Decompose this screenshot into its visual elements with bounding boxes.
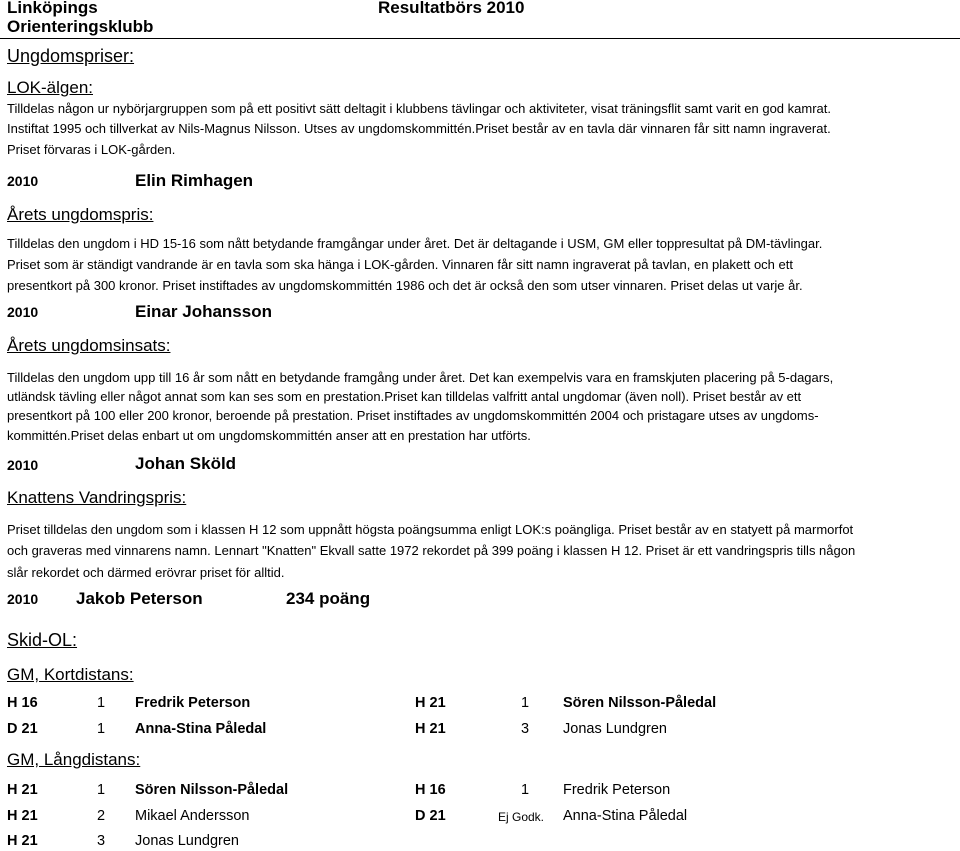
arets-ungdomsinsats-line: Tilldelas den ungdom upp till 16 år som nått en betydande framgång under året. Det kan exempelvis vara en framskjuten placering på 5-dagars, — [7, 370, 834, 385]
arets-ungdomsinsats-winner: Johan Sköld — [135, 454, 237, 473]
arets-ungdomspris-line: presentkort på 300 kronor. Priset instiftades av ungdomskommittén 1986 och det är också den som utser vinnaren. Priset delas ut varje år. — [7, 278, 803, 293]
arets-ungdomspris-winner: Einar Johansson — [135, 302, 272, 321]
gm-kortdistans-title: GM, Kortdistans: — [7, 665, 134, 684]
result-class: H 16 — [7, 695, 38, 711]
result-name: Jonas Lundgren — [135, 833, 239, 849]
arets-ungdomspris-line: Priset som är ständigt vandrande är en tavla som ska hänga i LOK-gården. Vinnaren får sitt namn ingraverat på tavlan, en plakett och ett — [7, 257, 793, 272]
result-place: 1 — [521, 695, 530, 711]
lok-algen-line: Instiftat 1995 och tillverkat av Nils-Magnus Nilsson. Utses av ungdomskommittén.Priset består av en tavla där vinnaren får sitt namn ingraverat. — [7, 121, 831, 136]
lok-algen-winner: Elin Rimhagen — [135, 171, 254, 190]
arets-ungdomsinsats-line: kommittén.Priset delas enbart ut om ungdomskommittén anser att en prestation har utförts. — [7, 428, 531, 443]
arets-ungdomsinsats-line: presentkort på 100 eller 200 kronor, beroende på prestation. Priset instiftades av ungdomskommittén 2004 och pristagare utses av ungdoms- — [7, 408, 819, 423]
result-name: Anna-Stina Påledal — [563, 808, 688, 824]
arets-ungdomspris-line: Tilldelas den ungdom i HD 15-16 som nått betydande framgångar under året. Det är deltagande i USM, GM eller toppresultat på DM-tävlingar. — [7, 236, 823, 251]
club-name-line2: Orienteringsklubb — [7, 17, 154, 36]
knattens-line: och graveras med vinnarens namn. Lennart "Knatten" Ekvall satte 1972 rekordet på 399 poäng i klassen H 12. Priset är ett vandringspris tills någon — [7, 543, 856, 558]
knattens-year: 2010 — [7, 591, 39, 607]
arets-ungdomspris-title: Årets ungdomspris: — [7, 205, 154, 224]
result-class: H 21 — [415, 721, 446, 737]
arets-ungdomsinsats-line: utländsk tävling eller något annat som kan ses som en prestation.Priset kan tilldelas valfritt antal ungdomar (även noll). Priset består av ett — [7, 389, 802, 404]
lok-algen-title: LOK-älgen: — [7, 78, 93, 97]
result-class: H 21 — [415, 695, 446, 711]
result-class: H 21 — [7, 808, 38, 824]
result-place: 3 — [521, 721, 530, 737]
arets-ungdomsinsats-year: 2010 — [7, 457, 39, 473]
lok-algen-year: 2010 — [7, 173, 39, 189]
knattens-points: 234 poäng — [286, 589, 371, 608]
knattens-title: Knattens Vandringspris: — [7, 488, 187, 507]
gm-langdistans-title: GM, Långdistans: — [7, 750, 141, 769]
result-class: H 16 — [415, 782, 446, 798]
skid-ol-title: Skid-OL: — [7, 630, 78, 650]
result-place: 1 — [97, 695, 106, 711]
result-class: H 21 — [7, 782, 38, 798]
header-rule — [0, 38, 960, 39]
knattens-line: slår rekordet och därmed erövrar priset för alltid. — [7, 565, 285, 580]
result-name: Sören Nilsson-Påledal — [563, 695, 717, 711]
result-class: D 21 — [415, 808, 446, 824]
result-name: Mikael Andersson — [135, 808, 250, 824]
club-name-line1: Linköpings — [7, 0, 98, 17]
lok-algen-line: Tilldelas någon ur nybörjargruppen som på ett positivt sätt deltagit i klubbens tävlingar och aktiviteter, visat träningsflit samt varit en god kamrat. — [7, 101, 831, 116]
arets-ungdomspris-year: 2010 — [7, 304, 39, 320]
result-class: D 21 — [7, 721, 38, 737]
result-name: Sören Nilsson-Påledal — [135, 782, 289, 798]
knattens-line: Priset tilldelas den ungdom som i klassen H 12 som uppnått högsta poängsumma enligt LOK:s poängliga. Priset består av en statyett på marmorfot — [7, 522, 854, 537]
result-name: Anna-Stina Påledal — [135, 721, 267, 737]
lok-algen-line: Priset förvaras i LOK-gården. — [7, 142, 176, 157]
arets-ungdomsinsats-title: Årets ungdomsinsats: — [7, 336, 171, 355]
doc-title: Resultatbörs 2010 — [378, 0, 525, 17]
section-title-ungdomspriser: Ungdomspriser: — [7, 46, 135, 66]
result-name: Fredrik Peterson — [563, 782, 671, 798]
result-name: Jonas Lundgren — [563, 721, 667, 737]
result-place: 2 — [97, 808, 106, 824]
result-place: Ej Godk. — [498, 810, 545, 824]
result-place: 1 — [97, 782, 106, 798]
result-place: 1 — [521, 782, 530, 798]
result-class: H 21 — [7, 833, 38, 849]
knattens-winner: Jakob Peterson — [76, 589, 203, 608]
result-place: 3 — [97, 833, 106, 849]
result-name: Fredrik Peterson — [135, 695, 251, 711]
result-place: 1 — [97, 721, 106, 737]
